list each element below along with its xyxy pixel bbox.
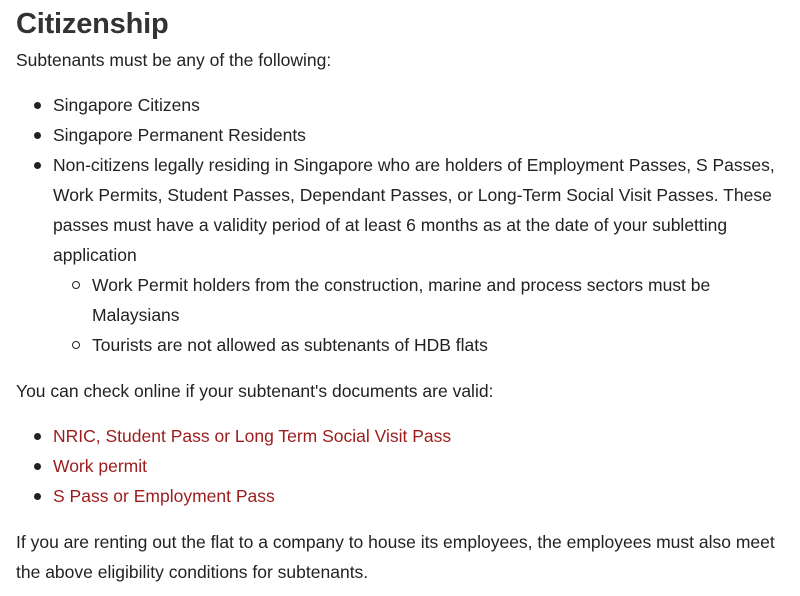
list-item — [16, 90, 784, 120]
list-item-text: Non-citizens legally residing in Singapore who are holders of Employment Passes, S Passes, Work Permits, Student Passes, Dependant Passes, or Long-Term Social Visit Passes. These passes must have a validity period of at least 6 months as at the date of your subletting application — [53, 155, 775, 265]
sub-list-item — [53, 270, 784, 330]
check-intro-text: You can check online if your subtenant's documents are valid: — [16, 381, 494, 401]
closing-text: If you are renting out the flat to a company to house its employees, the employees must also meet the above eligibility conditions for subtenants. — [16, 532, 775, 582]
eligibility-list — [16, 90, 784, 360]
bullet-icon — [34, 162, 41, 169]
document-check-links — [16, 421, 784, 511]
list-item — [16, 481, 784, 511]
bullet-icon — [34, 463, 41, 470]
s-pass-employment-pass-check-link[interactable]: S Pass or Employment Pass — [53, 486, 275, 506]
work-permit-check-link[interactable]: Work permit — [53, 456, 147, 476]
nric-pass-check-link[interactable]: NRIC, Student Pass or Long Term Social Visit Pass — [53, 426, 452, 446]
list-item — [16, 451, 784, 481]
bullet-icon — [34, 132, 41, 139]
bullet-icon — [34, 433, 41, 440]
sub-list-item — [53, 330, 784, 360]
intro-text: Subtenants must be any of the following: — [16, 50, 332, 70]
sub-condition-list — [53, 270, 784, 360]
list-item — [16, 421, 784, 451]
section-heading: Citizenship — [16, 8, 169, 40]
list-item-text: Singapore Permanent Residents — [53, 125, 306, 145]
hollow-bullet-icon — [72, 341, 80, 349]
list-item — [16, 150, 784, 360]
hollow-bullet-icon — [72, 281, 80, 289]
bullet-icon — [34, 102, 41, 109]
sub-list-item-text: Work Permit holders from the construction, marine and process sectors must be Malaysians — [92, 275, 711, 325]
list-item — [16, 120, 784, 150]
bullet-icon — [34, 493, 41, 500]
list-item-text: Singapore Citizens — [53, 95, 200, 115]
sub-list-item-text: Tourists are not allowed as subtenants of HDB flats — [92, 335, 488, 355]
